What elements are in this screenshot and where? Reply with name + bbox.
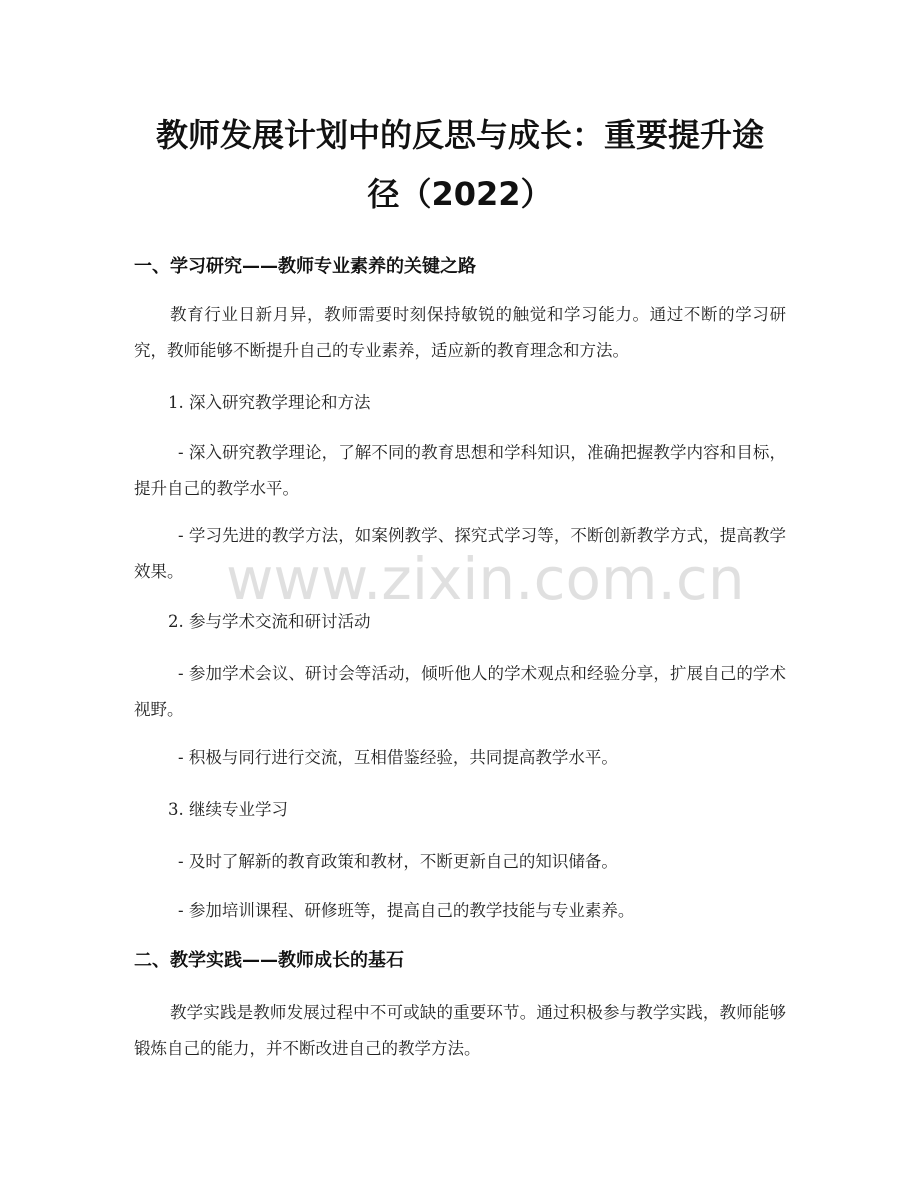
section-2-intro: 教学实践是教师发展过程中不可或缺的重要环节。通过积极参与教学实践，教师能够锻炼自己的能力，并不断改进自己的教学方法。 [134,1003,786,1058]
document-title-line-1: 教师发展计划中的反思与成长：重要提升途 [155,116,764,154]
watermark: www.zixin.com.cn [226,545,745,613]
item-2-bullet-1: - 参加学术会议、研讨会等活动，倾听他人的学术观点和经验分享，扩展自己的学术视野。 [134,664,786,719]
item-3-bullet-2: - 参加培训课程、研修班等，提高自己的教学技能与专业素养。 [178,901,635,920]
document-title-line-2: 径（2022） [367,175,553,213]
item-1-bullet-2: - 学习先进的教学方法，如案例教学、探究式学习等，不断创新教学方式，提高教学效果。 [134,526,786,581]
item-3-bullet-1: - 及时了解新的教育政策和教材，不断更新自己的知识储备。 [178,852,618,871]
item-2-heading: 2. 参与学术交流和研讨活动 [168,612,371,631]
section-2-heading: 二、教学实践——教师成长的基石 [134,950,404,971]
item-1-bullet-1: - 深入研究教学理论，了解不同的教育思想和学科知识，准确把握教学内容和目标，提升自己的教学水平。 [134,443,786,498]
section-1-heading: 一、学习研究——教师专业素养的关键之路 [134,256,476,277]
section-1-intro: 教育行业日新月异，教师需要时刻保持敏锐的触觉和学习能力。通过不断的学习研究，教师能够不断提升自己的专业素养，适应新的教育理念和方法。 [134,305,786,360]
item-3-heading: 3. 继续专业学习 [168,800,288,819]
item-1-heading: 1. 深入研究教学理论和方法 [168,393,371,412]
item-2-bullet-2: - 积极与同行进行交流，互相借鉴经验，共同提高教学水平。 [178,748,618,767]
